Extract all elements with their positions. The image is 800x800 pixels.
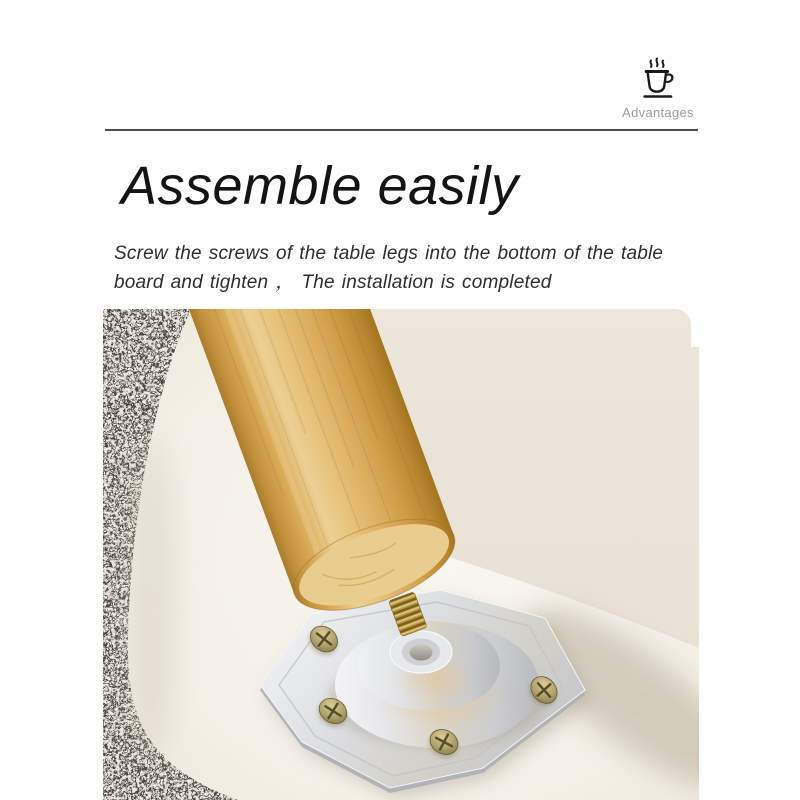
assembly-photo-graphic [103, 309, 699, 800]
product-photo [103, 309, 699, 800]
advantages-badge [619, 56, 697, 120]
section-divider [105, 129, 698, 131]
page-title: Assemble easily [121, 156, 519, 216]
dome-hole [410, 645, 433, 661]
description-line-1: Screw the screws of the table legs into the bottom of the table [114, 243, 664, 264]
page-description [114, 239, 714, 297]
coffee-cup-icon [639, 56, 677, 100]
advantages-label: Advantages [622, 105, 694, 120]
description-line-2: board and tighten ， The installation is completed [114, 272, 552, 293]
disc-edge-shading [128, 435, 176, 765]
